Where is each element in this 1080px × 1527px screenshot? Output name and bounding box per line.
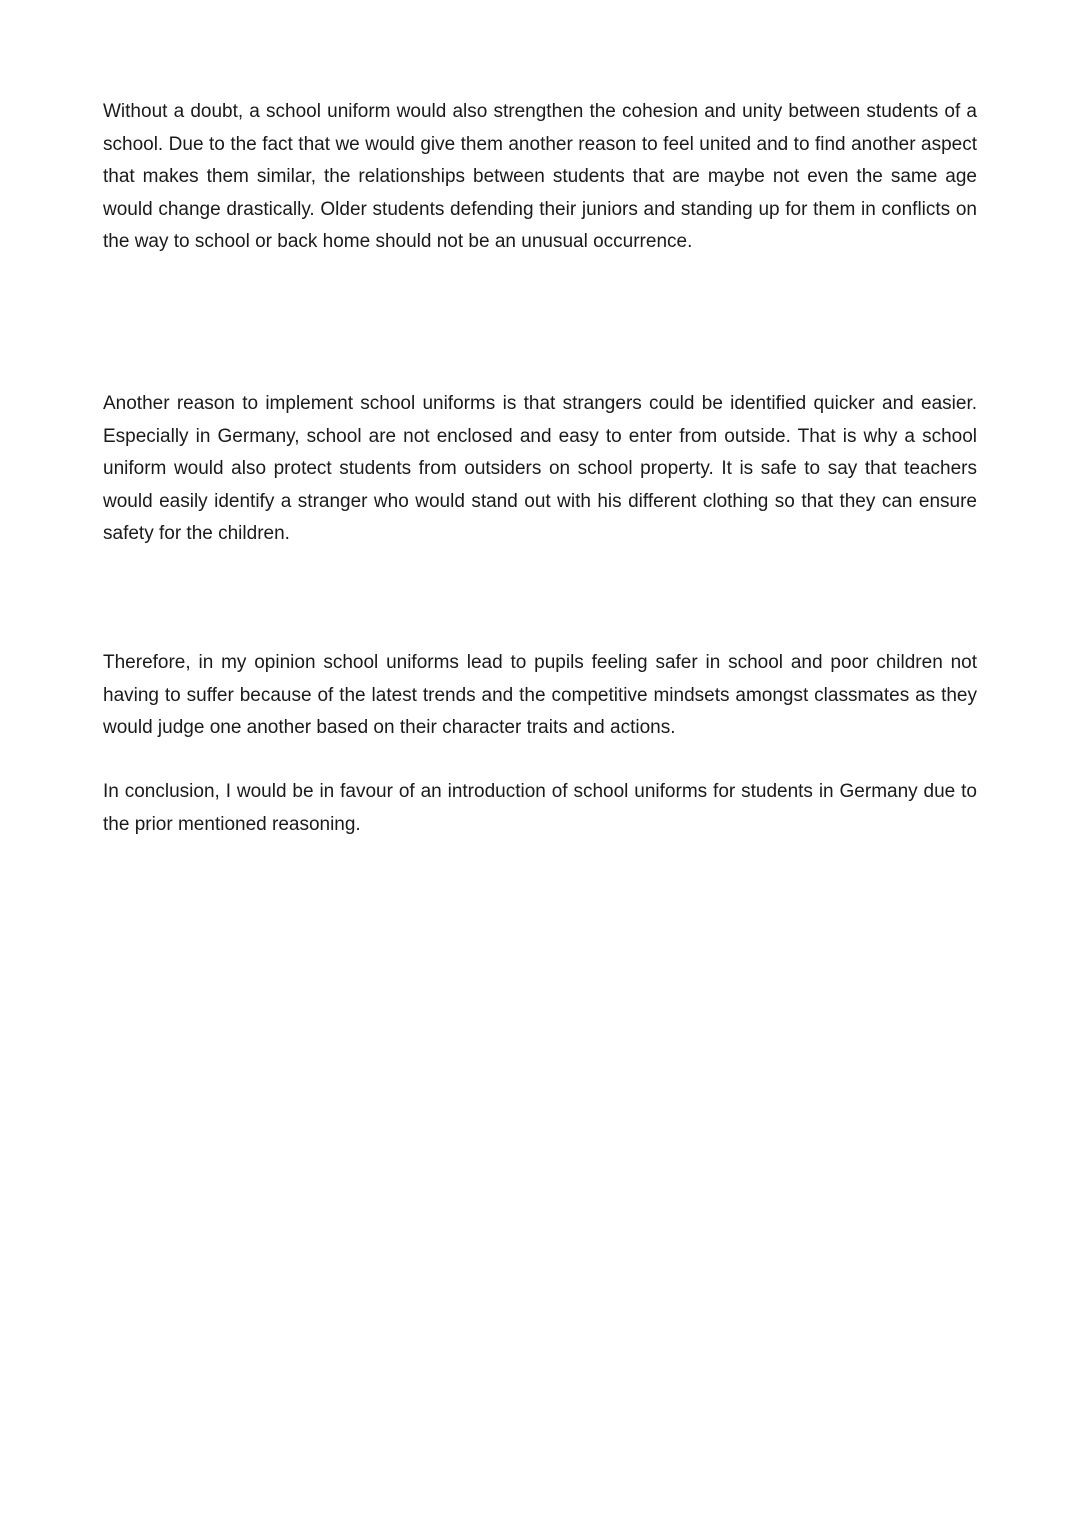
paragraph-conclusion: In conclusion, I would be in favour of an introduction of school uniforms for students in Germany due to the prior mentioned reasoning. bbox=[103, 781, 977, 835]
paragraph-opinion: Therefore, in my opinion school uniforms lead to pupils feeling safer in school and poor children not having to suffer because of the latest trends and the competitive mindsets amongst classmates as they would judge one another based on their character traits and actions. bbox=[103, 652, 977, 738]
paragraph-cohesion: Without a doubt, a school uniform would also strengthen the cohesion and unity between students of a school. Due to the fact that we would give them another reason to feel united and to find another aspect that makes them similar, the relationships between students that are maybe not even the same age would change drastically. Older students defending their juniors and standing up for them in conflicts on the way to school or back home should not be an unusual occurrence. bbox=[103, 101, 977, 252]
paragraph-strangers: Another reason to implement school uniforms is that strangers could be identified quicker and easier. Especially in Germany, school are not enclosed and easy to enter from outside. That is why a school uniform would also protect students from outsiders on school property. It is safe to say that teachers would easily identify a stranger who would stand out with his different clothing so that they can ensure safety for the children. bbox=[103, 393, 977, 544]
